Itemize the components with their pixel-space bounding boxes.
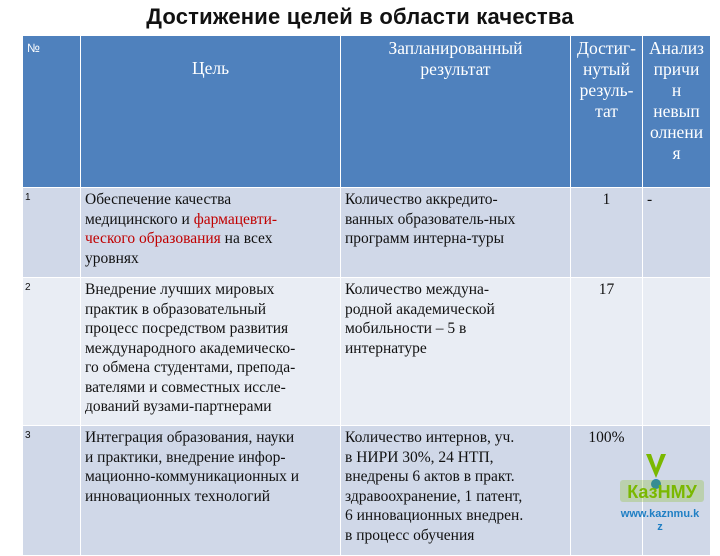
header-planned-result: Запланированный результат xyxy=(341,36,571,188)
goal-cell xyxy=(81,278,341,426)
goal-text: дований вузами-партнерами xyxy=(85,398,272,415)
logo-website: www.kaznmu.k z xyxy=(620,508,700,533)
goal-text: инновационных технологий xyxy=(85,487,271,505)
header-failure-analysis: Анализ причи н невып олнени я xyxy=(643,36,711,188)
goal-text: вателями и совместных иссле- xyxy=(85,378,286,396)
logo-wordmark: КазНМУ xyxy=(627,482,697,502)
table-header-row xyxy=(23,36,711,188)
planned-result-cell: Количество интернов, уч. в НИРИ 30%, 24 НТП, внедрены 6 актов в практ. здравоохранение, 1 патент, 6 инновационных внедрен. в процесс обучения xyxy=(341,426,571,556)
row-number: 2 xyxy=(23,278,81,426)
goal-text: практик в образовательный xyxy=(85,300,267,318)
highlighted-text: фармацевти- xyxy=(193,210,278,228)
analysis-cell xyxy=(643,278,711,426)
goal-text: уровнях xyxy=(85,249,139,267)
achieved-result-cell: 17 xyxy=(571,278,643,426)
row-number: 3 xyxy=(23,426,81,556)
goal-text: международного академическо- xyxy=(85,339,296,357)
highlighted-text: ческого образования xyxy=(85,230,221,247)
header-goal: Цель xyxy=(81,36,341,188)
achieved-result-cell: 100% xyxy=(571,426,643,556)
table-row xyxy=(23,278,711,426)
goal-text: процесс посредством развития xyxy=(85,320,289,337)
achieved-result-cell: 1 xyxy=(571,188,643,278)
goal-text: на всех xyxy=(220,230,273,247)
planned-result-cell: Количество аккредито- ванных образователь-ных программ интерна-туры xyxy=(341,188,571,278)
kaznmu-emblem-icon xyxy=(606,448,714,508)
goal-text: Внедрение лучших мировых xyxy=(85,281,275,298)
goal-text: и практики, внедрение инфор- xyxy=(85,448,286,466)
kaznmu-logo[interactable] xyxy=(606,448,714,538)
goal-cell xyxy=(81,426,341,556)
analysis-cell: - xyxy=(643,188,711,278)
goal-text: Обеспечение качества xyxy=(85,191,232,208)
planned-result-cell: Количество междуна- родной академической мобильности – 5 в интернатуре xyxy=(341,278,571,426)
goal-text: медицинского и xyxy=(85,210,194,228)
goal-cell xyxy=(81,188,341,278)
goal-text: Интеграция образования, науки xyxy=(85,429,295,446)
row-number: 1 xyxy=(23,188,81,278)
goal-text: мационно-коммуникационных и xyxy=(85,468,300,485)
header-achieved-result: Достиг- нутый резуль- тат xyxy=(571,36,643,188)
slide-title: Достижение целей в области качества xyxy=(146,4,574,29)
goal-text: го обмена студентами, препода- xyxy=(85,359,296,376)
table-row xyxy=(23,188,711,278)
header-number: № xyxy=(23,36,81,188)
